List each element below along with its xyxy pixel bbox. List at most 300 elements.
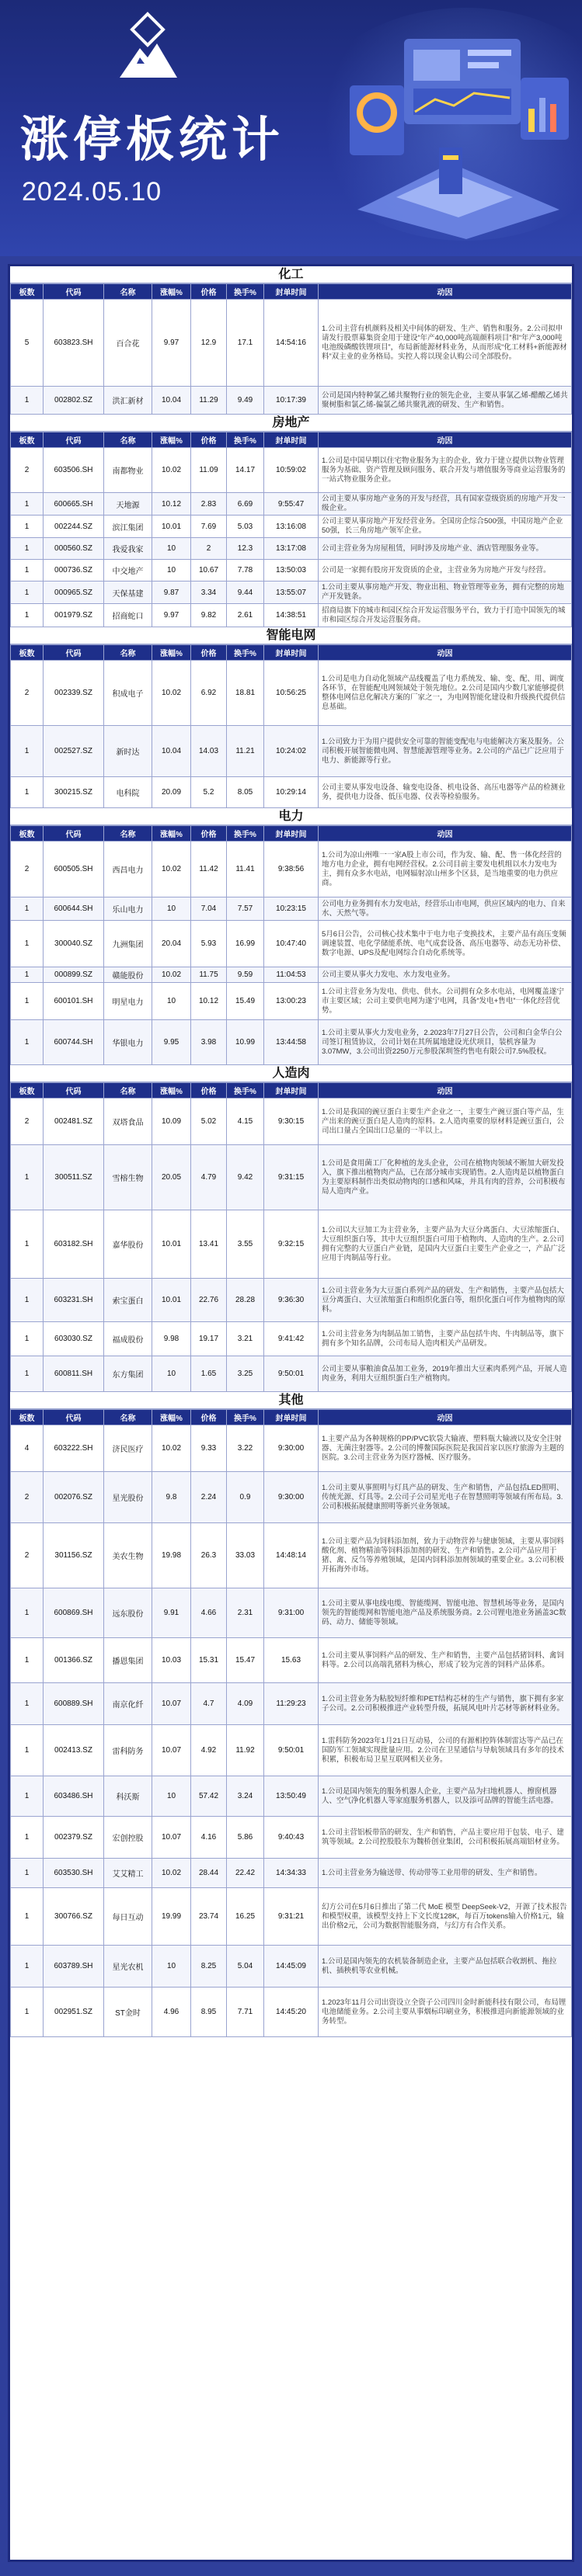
table-cell: 4 (11, 1425, 44, 1472)
sector-title: 人造肉 (10, 1065, 572, 1082)
table-cell: 600101.SH (44, 983, 104, 1020)
table-row (11, 842, 572, 897)
table-cell: 10.01 (152, 1210, 191, 1279)
table-row (11, 897, 572, 921)
table-cell: 9.98 (152, 1322, 191, 1356)
reason-cell: 1.公司主要从事火力发电业务，2.2023年7月27日公告，公司和白金华白公司签订租赁协议，公司计划在其所属地建设光伏项目，装机容量为3.07MW，3.公司出资2250万元参股深圳签约售电有限公司7.5%股权。 (319, 1020, 572, 1065)
table-cell: 9:41:42 (264, 1322, 319, 1356)
table-cell: 西昌电力 (104, 842, 152, 897)
table-cell: 9:30:00 (264, 1472, 319, 1523)
table-cell: 9.59 (227, 967, 264, 983)
table-cell: 600744.SH (44, 1020, 104, 1065)
table-cell: 28.28 (227, 1279, 264, 1322)
table-cell: 1 (11, 387, 44, 415)
table-cell: 10.04 (152, 726, 191, 777)
table-cell: 10:29:14 (264, 777, 319, 808)
column-header: 换手% (227, 1083, 264, 1099)
sector-table (10, 432, 572, 627)
table-cell: 11:04:53 (264, 967, 319, 983)
table-cell: 10 (152, 560, 191, 582)
table-cell: 招商蛇口 (104, 604, 152, 627)
table-cell: 明星电力 (104, 983, 152, 1020)
table-cell: 1 (11, 1638, 44, 1683)
sector-section (10, 808, 572, 1065)
table-row (11, 1683, 572, 1725)
table-cell: 每日互动 (104, 1888, 152, 1946)
table-cell: 603486.SH (44, 1776, 104, 1817)
table-cell: 1 (11, 1588, 44, 1638)
column-header: 代码 (44, 645, 104, 661)
reason-cell: 公司主营业务为房屋租赁，同时涉及房地产业、酒店管理服务业等。 (319, 538, 572, 560)
table-cell: 002951.SZ (44, 1988, 104, 2037)
table-cell: 4.15 (227, 1099, 264, 1145)
table-cell: 600644.SH (44, 897, 104, 921)
table-cell: 603030.SZ (44, 1322, 104, 1356)
table-cell: 9:40:43 (264, 1817, 319, 1859)
table-cell: 雷科防务 (104, 1725, 152, 1776)
table-cell: 百合花 (104, 300, 152, 387)
table-cell: 天保基建 (104, 582, 152, 604)
table-cell: 10 (152, 897, 191, 921)
table-cell: 57.42 (191, 1776, 227, 1817)
reason-cell: 幻方公司在5月6日推出了第二代 MoE 模型 DeepSeek-V2，开源了技术报告和模型权重，该模型支持上下文长度128K，每百万tokens输入价格1元，输出价格2元，公司为数据智能服务商，与幻方有合作关系。 (319, 1888, 572, 1946)
table-cell: 301156.SZ (44, 1523, 104, 1588)
table-cell: 300040.SZ (44, 921, 104, 967)
table-row (11, 1279, 572, 1322)
table-cell: 10 (152, 1776, 191, 1817)
table-cell: 双塔食品 (104, 1099, 152, 1145)
table-row (11, 1020, 572, 1065)
report-date: 2024.05.10 (22, 177, 162, 207)
table-cell: 600665.SH (44, 493, 104, 516)
table-cell: 2 (11, 448, 44, 493)
table-row (11, 1099, 572, 1145)
column-header: 名称 (104, 645, 152, 661)
reason-cell: 1.公司以大豆加工为主营业务，主要产品为大豆分离蛋白、大豆浓缩蛋白、大豆组织蛋白等，其中大豆组织蛋白可用于植物肉、人造肉的生产。2.公司拥有完整的大豆蛋白产业链，是国内大豆蛋白主要生产企业之一，产品广泛应用于肉制品等行业。 (319, 1210, 572, 1279)
table-cell: 11.29 (191, 387, 227, 415)
table-row (11, 777, 572, 808)
table-cell: 九洲集团 (104, 921, 152, 967)
table-cell: 002244.SZ (44, 516, 104, 538)
table-cell: 9.44 (227, 582, 264, 604)
table-cell: 300511.SZ (44, 1145, 104, 1210)
column-header: 换手% (227, 432, 264, 448)
sector-table (10, 644, 572, 808)
table-cell: 我爱我家 (104, 538, 152, 560)
table-cell: 2 (11, 1523, 44, 1588)
table-cell: 5.02 (191, 1099, 227, 1145)
sector-title: 电力 (10, 808, 572, 825)
table-cell: 11.92 (227, 1725, 264, 1776)
column-header: 涨幅% (152, 826, 191, 842)
table-cell: 28.44 (191, 1859, 227, 1888)
reason-cell: 1.公司主营有机颜料及相关中间体的研发、生产、销售和服务。2.公司拟申请发行股票募集资金用于建设“年产40,000吨高端颜料项目”和“年产3,000吨电池级磷酸铁锂项目”，布局新能源材料业务，从而形成“化工材料+新能源材料”双主业的业务格局。实控人将以现金认购公司全部股份。 (319, 300, 572, 387)
reason-cell: 1.雷科防务2023年1月21日互动易，公司的有源相控阵体制雷达等产品已在国防军工领域实现批量应用。2.公司在卫星通信与导航领域具有多年的技术积累，积极布局卫星互联网相关业务。 (319, 1725, 572, 1776)
reason-cell: 公司是国内特种氯乙烯共聚物行业的领先企业，主要从事氯乙烯-醋酸乙烯共聚树脂和氯乙烯-偏氯乙烯共聚乳液的研发、生产和销售。 (319, 387, 572, 415)
table-cell: 7.71 (227, 1988, 264, 2037)
column-header: 封单时间 (264, 1083, 319, 1099)
table-row (11, 1210, 572, 1279)
table-cell: 嘉华股份 (104, 1210, 152, 1279)
table-cell: 9:50:01 (264, 1356, 319, 1392)
table-cell: 10 (152, 1946, 191, 1988)
table-cell: 10:47:40 (264, 921, 319, 967)
sector-title: 智能电网 (10, 627, 572, 644)
table-cell: 8.05 (227, 777, 264, 808)
table-cell: 11.09 (191, 448, 227, 493)
column-header: 价格 (191, 1410, 227, 1425)
column-header: 动因 (319, 432, 572, 448)
column-header: 涨幅% (152, 645, 191, 661)
table-cell: 603182.SH (44, 1210, 104, 1279)
table-cell: 滨江集团 (104, 516, 152, 538)
table-cell: 2 (11, 1099, 44, 1145)
table-cell: 10.03 (152, 1638, 191, 1683)
reason-cell: 1.公司是中国早期以住宅物业服务为主的企业，致力于建立提供以物业管理服务为基础、资产管理及顾问服务、联合开发与增值服务等商业运营服务的一站式物业服务企业。 (319, 448, 572, 493)
table-cell: 10.01 (152, 516, 191, 538)
table-cell: 1 (11, 560, 44, 582)
table-row (11, 1425, 572, 1472)
table-cell: 1 (11, 1020, 44, 1065)
table-cell: 11.42 (191, 842, 227, 897)
mountain-logo-icon (117, 9, 179, 79)
table-cell: 3.55 (227, 1210, 264, 1279)
table-cell: 600811.SH (44, 1356, 104, 1392)
table-cell: 14:38:51 (264, 604, 319, 627)
table-cell: 9:36:30 (264, 1279, 319, 1322)
table-cell: 9.87 (152, 582, 191, 604)
column-header: 名称 (104, 1083, 152, 1099)
sector-table (10, 1409, 572, 2037)
reason-cell: 1.公司是国内领先的服务机器人企业，主要产品为扫地机器人、擦窗机器人、空气净化机器人等家庭服务机器人，以及添可品牌的智能生活电器。 (319, 1776, 572, 1817)
table-cell: 新时达 (104, 726, 152, 777)
table-cell: 000965.SZ (44, 582, 104, 604)
table-cell: 603222.SH (44, 1425, 104, 1472)
column-header: 代码 (44, 826, 104, 842)
table-cell: 3.34 (191, 582, 227, 604)
table-cell: 10.99 (227, 1020, 264, 1065)
reason-cell: 公司是一家拥有股房开发资质的企业，主营业务为房地产开发与经营。 (319, 560, 572, 582)
sector-section (10, 1392, 572, 2037)
table-cell: 15.31 (191, 1638, 227, 1683)
table-cell: 10.04 (152, 387, 191, 415)
table-cell: 14.17 (227, 448, 264, 493)
table-cell: 4.79 (191, 1145, 227, 1210)
table-cell: 1 (11, 921, 44, 967)
column-header: 换手% (227, 645, 264, 661)
table-cell: 10.07 (152, 1725, 191, 1776)
table-cell: 10.07 (152, 1817, 191, 1859)
table-cell: 002802.SZ (44, 387, 104, 415)
table-cell: 000736.SZ (44, 560, 104, 582)
table-cell: 8.25 (191, 1946, 227, 1988)
reason-cell: 1.公司主营铝板带箔的研发、生产和销售，产品主要应用于包装、电子、建筑等领域。2.公司控股股东为魏桥创业集团，公司积极拓展高端铝材业务。 (319, 1817, 572, 1859)
table-cell: 1 (11, 1210, 44, 1279)
table-cell: 1 (11, 897, 44, 921)
sector-table (10, 283, 572, 415)
table-cell: 10.02 (152, 967, 191, 983)
reason-cell: 1.公司是食用菌工厂化种植的龙头企业，公司在植物肉领域不断加大研发投入，旗下推出植物肉产品，已在部分城市实现销售。2.人造肉是以植物蛋白为主要原料制作出类似动物肉的口感和风味，并具有肉的营养，公司积极布局人造肉产业。 (319, 1145, 572, 1210)
table-cell: 20.09 (152, 777, 191, 808)
table-cell: 19.99 (152, 1888, 191, 1946)
table-cell: 1 (11, 1145, 44, 1210)
table-cell: 9:50:01 (264, 1725, 319, 1776)
table-cell: 10.02 (152, 448, 191, 493)
reason-cell: 5月6日公告，公司核心技术集中于电力电子变换技术，主要产品有高压变频调速装置、电化学储能系统、电气成套设备、高压电器等、动态无功补偿、数字电源、UPS及配电网综合自动化系统等。 (319, 921, 572, 967)
table-cell: 济民医疗 (104, 1425, 152, 1472)
column-header: 换手% (227, 826, 264, 842)
table-cell: 9:55:47 (264, 493, 319, 516)
table-cell: 5.03 (227, 516, 264, 538)
table-row (11, 1322, 572, 1356)
table-cell: 3.25 (227, 1356, 264, 1392)
table-cell: 7.78 (227, 560, 264, 582)
table-cell: 1 (11, 1946, 44, 1988)
table-cell: 9.49 (227, 387, 264, 415)
column-header: 板数 (11, 645, 44, 661)
reason-cell: 公司主要从事粮油食品加工业务，2019年推出大豆素肉系列产品，开展人造肉业务，利用大豆组织蛋白生产植物肉。 (319, 1356, 572, 1392)
table-cell: 19.17 (191, 1322, 227, 1356)
table-cell: 11.75 (191, 967, 227, 983)
table-cell: 002527.SZ (44, 726, 104, 777)
table-cell: 13:17:08 (264, 538, 319, 560)
table-cell: 7.04 (191, 897, 227, 921)
reason-cell: 公司主要从事发电设备、输变电设备、机电设备、高压电器等产品的检测业务，提供电力设备、低压电器、仪表等检验服务。 (319, 777, 572, 808)
table-cell: 603506.SH (44, 448, 104, 493)
table-cell: 1 (11, 516, 44, 538)
table-cell: 603231.SH (44, 1279, 104, 1322)
reason-cell: 公司主要从事火力发电、水力发电业务。 (319, 967, 572, 983)
table-cell: 9:30:00 (264, 1425, 319, 1472)
column-header: 动因 (319, 1083, 572, 1099)
table-row (11, 967, 572, 983)
table-cell: 1 (11, 582, 44, 604)
column-header: 板数 (11, 284, 44, 300)
reason-cell: 1.公司主营业务为输送带、传动带等工业用带的研发、生产和销售。 (319, 1859, 572, 1888)
table-cell: 1 (11, 1322, 44, 1356)
table-cell: 600505.SH (44, 842, 104, 897)
table-cell: 9:31:21 (264, 1888, 319, 1946)
table-cell: 1 (11, 1683, 44, 1725)
page-title: 涨停板统计 (20, 113, 285, 167)
table-cell: 赣能股份 (104, 967, 152, 983)
table-cell: 10.02 (152, 842, 191, 897)
table-cell: 14:34:33 (264, 1859, 319, 1888)
table-cell: 12.3 (227, 538, 264, 560)
table-cell: 10:59:02 (264, 448, 319, 493)
table-cell: 13.41 (191, 1210, 227, 1279)
table-cell: 远东股份 (104, 1588, 152, 1638)
table-cell: 星光农机 (104, 1946, 152, 1988)
column-header: 封单时间 (264, 284, 319, 300)
table-cell: 300215.SZ (44, 777, 104, 808)
table-cell: 13:00:23 (264, 983, 319, 1020)
table-cell: 华银电力 (104, 1020, 152, 1065)
column-header: 封单时间 (264, 432, 319, 448)
table-cell: 002413.SZ (44, 1725, 104, 1776)
sector-section (10, 627, 572, 808)
table-cell: 10.02 (152, 661, 191, 726)
reason-cell: 1.公司致力于为用户提供安全可靠的智能变配电与电能解决方案及服务。公司积极开展智能微电网、智慧能源管理等业务。2.公司的产品已广泛应用于电力、新能源等行业。 (319, 726, 572, 777)
table-cell: 4.66 (191, 1588, 227, 1638)
reason-cell: 1.公司主营业务为发电、供电、供水。公司拥有众多水电站，电网覆盖遂宁市主要区域；公司主要供电网为遂宁电网，具备“发电+售电”一体化经营优势。 (319, 983, 572, 1020)
table-cell: 23.74 (191, 1888, 227, 1946)
table-cell: 星光股份 (104, 1472, 152, 1523)
table-cell: 1.65 (191, 1356, 227, 1392)
table-cell: 002076.SZ (44, 1472, 104, 1523)
table-cell: 宏创控股 (104, 1817, 152, 1859)
reason-cell: 1.公司是我国的豌豆蛋白主要生产企业之一，主要生产豌豆蛋白等产品，生产出来的豌豆蛋白是人造肉的原料。2.人造肉重要的原材料是豌豆蛋白，公司出口量占全国出口总量的一半以上。 (319, 1099, 572, 1145)
table-cell: 5.86 (227, 1817, 264, 1859)
reason-cell: 1.公司主营业务为粘胶短纤维和PET结构芯材的生产与销售，旗下拥有多家子公司。2.公司积极推进产业转型升级，拓展风电叶片芯材等新材料业务。 (319, 1683, 572, 1725)
column-header: 封单时间 (264, 1410, 319, 1425)
column-header: 涨幅% (152, 1410, 191, 1425)
table-cell: 3.98 (191, 1020, 227, 1065)
table-cell: 1 (11, 1725, 44, 1776)
table-row (11, 493, 572, 516)
table-cell: 1 (11, 1888, 44, 1946)
table-row (11, 387, 572, 415)
sector-table (10, 1082, 572, 1392)
table-row (11, 448, 572, 493)
reason-cell: 1.主要产品为各种规格的PP/PVC软袋大输液、塑料瓶大输液以及安全注射器、无菌注射器等。2.公司的博鳌国际医院是我国首家以医疗旅游为主题的医院。3.公司主营业务为医疗器械、医疗服务。 (319, 1425, 572, 1472)
table-cell: 10 (152, 1356, 191, 1392)
table-row (11, 1356, 572, 1392)
limit-up-table-panel (8, 264, 574, 2562)
table-cell: 福成股份 (104, 1322, 152, 1356)
table-cell: 10:24:02 (264, 726, 319, 777)
table-cell: 天地源 (104, 493, 152, 516)
reason-cell: 招商局旗下的城市和园区综合开发运营服务平台，致力于打造中国领先的城市和园区综合开发运营服务商。 (319, 604, 572, 627)
table-cell: 13:50:03 (264, 560, 319, 582)
table-cell: 1 (11, 967, 44, 983)
table-cell: 22.76 (191, 1279, 227, 1322)
column-header: 封单时间 (264, 826, 319, 842)
table-cell: 9.8 (152, 1472, 191, 1523)
table-cell: 1 (11, 1988, 44, 2037)
table-cell: 600869.SH (44, 1588, 104, 1638)
table-row (11, 560, 572, 582)
table-cell: 603789.SH (44, 1946, 104, 1988)
table-cell: 5.2 (191, 777, 227, 808)
sector-section (10, 266, 572, 415)
table-row (11, 1859, 572, 1888)
table-cell: 001979.SZ (44, 604, 104, 627)
table-cell: 001366.SZ (44, 1638, 104, 1683)
table-cell: 20.04 (152, 921, 191, 967)
table-cell: 积成电子 (104, 661, 152, 726)
table-cell: 2 (11, 1472, 44, 1523)
table-cell: 26.3 (191, 1523, 227, 1588)
table-row (11, 516, 572, 538)
table-cell: 11.21 (227, 726, 264, 777)
table-cell: 10.02 (152, 1425, 191, 1472)
reason-cell: 1.公司是国内领先的农机装备制造企业，主要产品包括联合收割机、拖拉机、插秧机等农业机械。 (319, 1946, 572, 1988)
table-cell: 乐山电力 (104, 897, 152, 921)
reason-cell: 公司主要从事房地产开发经营业务。全国房企综合500强，中国房地产企业50强，长三角房地产领军企业。 (319, 516, 572, 538)
table-row (11, 1776, 572, 1817)
table-cell: 11.41 (227, 842, 264, 897)
table-cell: 7.57 (227, 897, 264, 921)
table-cell: 南都物业 (104, 448, 152, 493)
column-header: 名称 (104, 826, 152, 842)
reason-cell: 1.公司主营业务为肉制品加工销售，主要产品包括牛肉、牛肉制品等，旗下拥有多个知名品牌，公司布局人造肉相关产品研发。 (319, 1322, 572, 1356)
table-cell: 5 (11, 300, 44, 387)
table-cell: 2.83 (191, 493, 227, 516)
sector-section (10, 415, 572, 627)
table-cell: 9.97 (152, 604, 191, 627)
table-row (11, 582, 572, 604)
table-row (11, 300, 572, 387)
table-cell: 16.99 (227, 921, 264, 967)
table-cell: 8.95 (191, 1988, 227, 2037)
table-cell: 9.82 (191, 604, 227, 627)
column-header: 价格 (191, 645, 227, 661)
table-cell: 2 (11, 842, 44, 897)
table-cell: 33.03 (227, 1523, 264, 1588)
table-cell: 13:50:49 (264, 1776, 319, 1817)
table-cell: 播恩集团 (104, 1638, 152, 1683)
column-header: 板数 (11, 826, 44, 842)
table-row (11, 1888, 572, 1946)
table-cell: 1 (11, 726, 44, 777)
table-cell: 7.69 (191, 516, 227, 538)
column-header: 板数 (11, 1410, 44, 1425)
table-cell: 000899.SZ (44, 967, 104, 983)
column-header: 涨幅% (152, 432, 191, 448)
column-header: 动因 (319, 645, 572, 661)
reason-cell: 1.公司为凉山州唯一一家A股上市公司，作为发、输、配、售一体化经营的地方电力企业，拥有电网经营权。2.公司目前主要发电机组以水力发电为主，拥有众多水电站，电网辐射凉山州多个区县，是当地重要的电力供应商。 (319, 842, 572, 897)
column-header: 动因 (319, 1410, 572, 1425)
column-header: 代码 (44, 1083, 104, 1099)
column-header: 涨幅% (152, 284, 191, 300)
table-cell: 9.91 (152, 1588, 191, 1638)
table-cell: 2 (11, 661, 44, 726)
table-cell: 电科院 (104, 777, 152, 808)
table-cell: 3.21 (227, 1322, 264, 1356)
table-cell: 2 (191, 538, 227, 560)
reason-cell: 1.公司主要从事电线电缆、智能缆网、智能电池、智慧机场等业务，是国内领先的智能缆网和智能电池产品及系统服务商。2.公司锂电池业务涵盖3C数码、动力、储能等领域。 (319, 1588, 572, 1638)
table-cell: 002379.SZ (44, 1817, 104, 1859)
table-row (11, 1725, 572, 1776)
table-cell: 4.7 (191, 1683, 227, 1725)
table-cell: 603530.SH (44, 1859, 104, 1888)
table-row (11, 1523, 572, 1588)
table-cell: 6.69 (227, 493, 264, 516)
table-cell: 9:38:56 (264, 842, 319, 897)
table-cell: 1 (11, 1859, 44, 1888)
table-cell: 3.24 (227, 1776, 264, 1817)
table-cell: 002339.SZ (44, 661, 104, 726)
table-cell: 1 (11, 493, 44, 516)
data-screen-illustration-icon (326, 31, 575, 241)
table-row (11, 1588, 572, 1638)
table-cell: 9:31:15 (264, 1145, 319, 1210)
table-cell: 4.09 (227, 1683, 264, 1725)
table-cell: 22.42 (227, 1859, 264, 1888)
table-cell: 1 (11, 604, 44, 627)
table-cell: 6.92 (191, 661, 227, 726)
table-cell: 10:17:39 (264, 387, 319, 415)
table-cell: 4.92 (191, 1725, 227, 1776)
column-header: 价格 (191, 826, 227, 842)
column-header: 封单时间 (264, 645, 319, 661)
table-row (11, 538, 572, 560)
table-cell: 600889.SH (44, 1683, 104, 1725)
column-header: 动因 (319, 826, 572, 842)
table-cell: 洪汇新材 (104, 387, 152, 415)
table-cell: 2.61 (227, 604, 264, 627)
